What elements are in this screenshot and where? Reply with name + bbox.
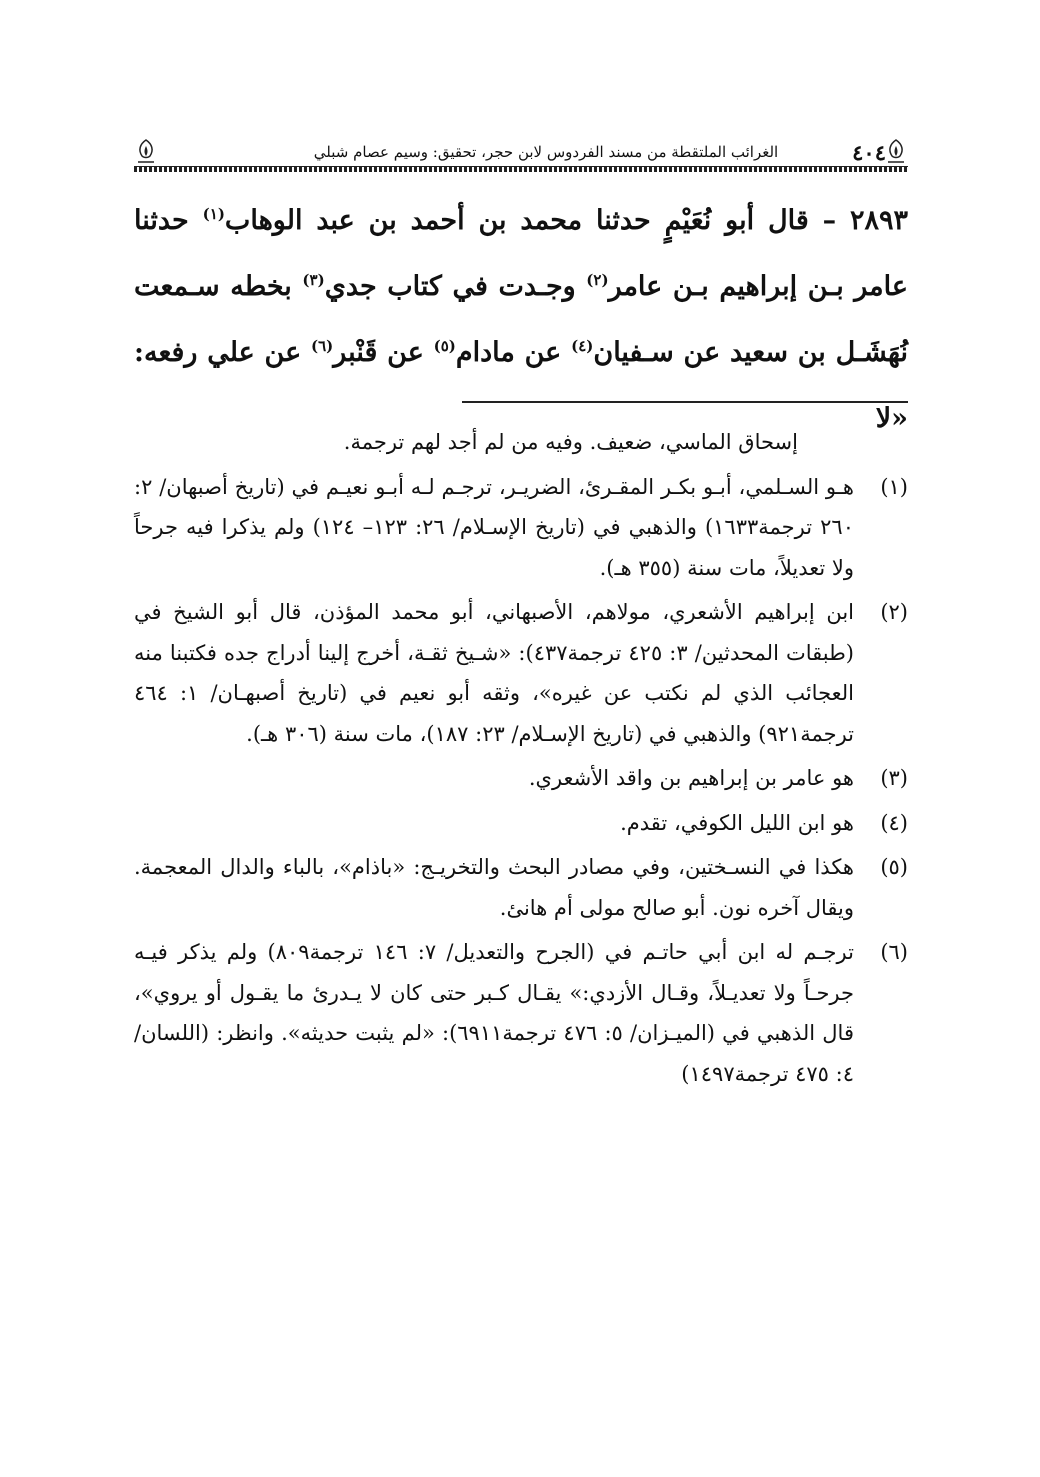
- footnote-item: [134, 847, 908, 928]
- hadith-text: [134, 188, 908, 452]
- footnotes: [134, 422, 908, 1098]
- footnote-item: [134, 932, 908, 1094]
- text-segment: عن مادام: [455, 337, 572, 368]
- footnote-item: [134, 758, 908, 799]
- footnote-number: (٢): [880, 600, 908, 624]
- header-rule: [134, 166, 908, 172]
- text-segment: وجـدت في كتاب جدي: [324, 271, 587, 302]
- running-title: الغرائب الملتقطة من مسند الفردوس لابن حجر، تحقيق: وسيم عصام شبلي: [313, 143, 779, 161]
- footnote-ref: (١): [202, 205, 225, 223]
- footnote-separator: [462, 401, 908, 403]
- text-segment: بخطه سـمعت نُهَشَـل بن سعيد عن سـفيان: [134, 271, 908, 368]
- footnote-item: [134, 803, 908, 844]
- footnote-number: (٤): [880, 810, 908, 835]
- running-header: [134, 138, 908, 172]
- footnote-ref: (٦): [311, 337, 334, 355]
- footnote-item: [134, 467, 908, 589]
- footnote-text: ابن إبراهيم الأشعري، مولاهم، الأصبهاني، أبو محمد المؤذن، قال أبو الشيخ في (طبقات المحدثين/ ٣: ٤٢٥ ترجمة٤٣٧): «شـيخ ثقـة، أخرج إلينا أدراج جده فكتبنا منه العجائب الذي لم نكتب عن غيره»، وثقه أبو نعيم في (تاريخ أصبهـان/ ١: ٤٦٤ ترجمة٩٢١) والذهبي في (تاريخ الإسـلام/ ٢٣: ١٨٧)، مات سنة (٣٠٦ هـ).: [134, 600, 854, 746]
- text-segment: عن قَنْبر: [333, 337, 434, 368]
- footnote-text: هكذا في النسـختين، وفي مصادر البحث والتخريـج: «باذام»، بالباء والدال المعجمة. ويقال آخره نون. أبو صالح مولى أم هانئ.: [134, 855, 854, 920]
- text-segment: حدثنا عامر بـن إبراهيم بـن عامر: [134, 205, 908, 302]
- floral-ornament-icon: [884, 138, 908, 166]
- footnote-number: (١): [880, 474, 908, 499]
- footnote-text: هـو السـلمي، أبـو بكـر المقـرئ، الضريـر، ترجـم لـه أبـو نعيـم في (تاريخ أصبهان/ ٢: ٢٦٠ ترجمة١٦٣٣) والذهبي في (تاريخ الإسـلام/ ٢٦: ١٢٣– ١٢٤) ولم يذكرا فيه جرحاً ولا تعديلاً، مات سنة (٣٥٥ هـ).: [134, 474, 854, 580]
- footnote-ref: (٤): [571, 337, 594, 355]
- text-segment: ٢٨٩٣ – قال أبو نُعَيْمٍ حدثنا محمد بن أحمد بن عبد الوهاب: [224, 205, 909, 236]
- footnote-ref: (٣): [302, 271, 325, 289]
- footnote-number: (٣): [880, 766, 908, 790]
- footnote-number: (٥): [880, 855, 908, 879]
- footnote-text: ترجـم له ابن أبي حاتـم في (الجرح والتعديل/ ٧: ١٤٦ ترجمة٨٠٩) ولم يذكر فيـه جرحـاً ولا تعديـلاً، وقـال الأزدي:» يقـال كـبر حتى كان لا يـدرئ ما يقـول أو يروي»، قال الذهبي في (الميـزان/ ٥: ٤٧٦ ترجمة٦٩١١): «لم يثبت حديثه». وانظر: (اللسان/ ٤: ٤٧٥ ترجمة١٤٩٧): [134, 940, 854, 1086]
- text-segment: عن علي رفعه: «لا: [134, 337, 908, 434]
- footnote-text: هو عامر بن إبراهيم بن واقد الأشعري.: [528, 766, 854, 790]
- footnote-number: (٦): [880, 940, 908, 964]
- floral-ornament-icon: [134, 138, 158, 166]
- page-number: ٤٠٤: [852, 140, 886, 165]
- hadith-paragraph: [134, 188, 908, 452]
- footnote-ref: (٥): [433, 337, 456, 355]
- footnote-item: [134, 592, 908, 754]
- footnote-text: هو ابن الليل الكوفي، تقدم.: [620, 810, 854, 835]
- footnote-continuation: إسحاق الماسي، ضعيف. وفيه من لم أجد لهم ترجمة.: [343, 430, 798, 454]
- footnote-ref: (٢): [586, 271, 609, 289]
